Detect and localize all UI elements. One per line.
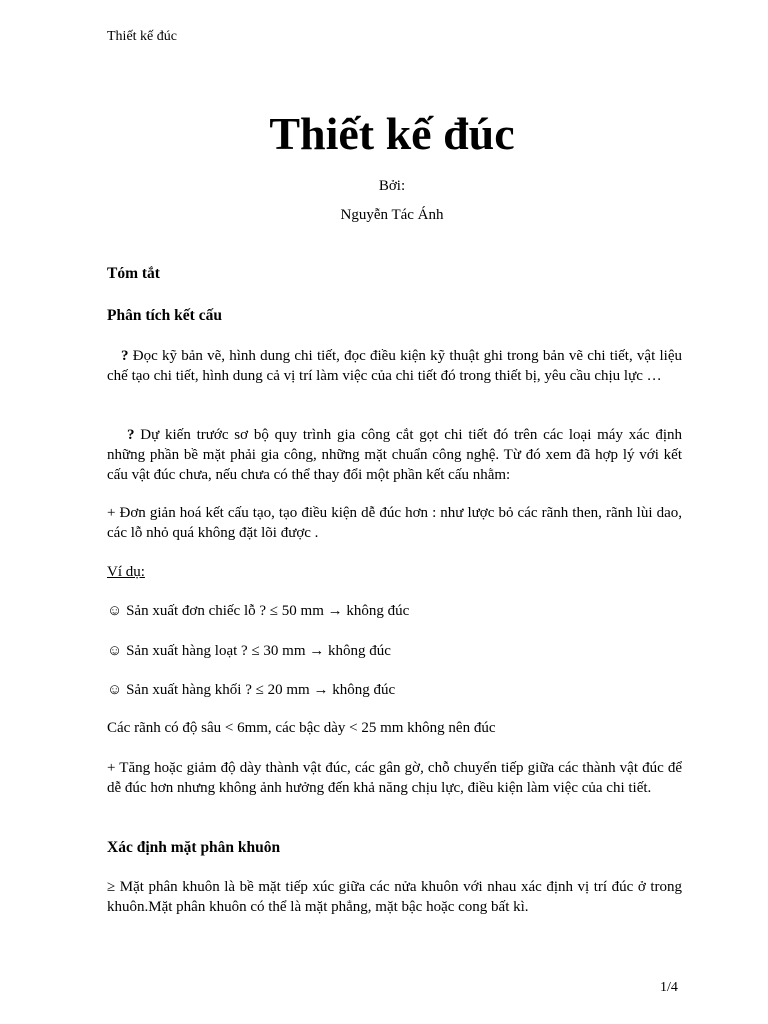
structure-heading: Phân tích kết cấu: [107, 307, 222, 324]
summary-heading: Tóm tắt: [107, 265, 160, 282]
author-name: Nguyễn Tác Ánh: [340, 207, 444, 223]
question-marker: ?: [127, 427, 135, 443]
paragraph-3: + Đơn giản hoá kết cấu tạo, tạo điều kiện dễ đúc hơn : như lược bỏ các rãnh then, rãnh lùi dao, các lỗ nhỏ quá không đặt lõi được .: [107, 505, 682, 541]
running-header: Thiết kế đúc: [107, 29, 177, 44]
example-item: ☺ Sản xuất hàng loạt ? ≤ 30 mm → không đúc: [107, 643, 391, 659]
page-number: 1/4: [660, 980, 678, 995]
question-marker: ?: [121, 348, 129, 364]
by-label: Bởi:: [378, 178, 406, 194]
paragraph-6: ≥ Mặt phân khuôn là bề mặt tiếp xúc giữa các nửa khuôn với nhau xác định vị trí đúc ở trong khuôn.Mặt phân khuôn có thể là mặt phẳng, mặt bậc hoặc cong bất kì.: [107, 879, 682, 915]
page-title: Thiết kế đúc: [269, 108, 515, 159]
paragraph-1-text: Đọc kỹ bản vẽ, hình dung chi tiết, đọc điều kiện kỹ thuật ghi trong bản vẽ chi tiết, vật liệu chế tạo chi tiết, hình dung cả vị trí làm việc của chi tiết đó trong thiết bị, yêu cầu chịu lực …: [107, 348, 682, 384]
example-label: Ví dụ:: [107, 564, 145, 580]
paragraph-2-text: Dự kiến trước sơ bộ quy trình gia công cắt gọt chi tiết đó trên các loại máy xác định những phần bề mặt phải gia công, những mặt chuẩn công nghệ. Từ đó xem đã hợp lý với kết cấu vật đúc chưa, nếu chưa có thể thay đổi một phần kết cấu nhằm:: [107, 427, 682, 483]
example-item: ☺ Sản xuất hàng khối ? ≤ 20 mm → không đúc: [107, 682, 396, 698]
parting-heading: Xác định mặt phân khuôn: [107, 839, 281, 856]
paragraph-1: [107, 346, 682, 386]
paragraph-2: [107, 425, 682, 485]
paragraph-4: Các rãnh có độ sâu < 6mm, các bậc dày < 25 mm không nên đúc: [107, 720, 496, 736]
paragraph-5: + Tăng hoặc giảm độ dày thành vật đúc, các gân gờ, chỗ chuyển tiếp giữa các thành vật đúc để dễ đúc hơn nhưng không ảnh hưởng đến khả năng chịu lực, điều kiện làm việc của chi tiết.: [107, 760, 682, 796]
example-item: ☺ Sản xuất đơn chiếc lỗ ? ≤ 50 mm → không đúc: [107, 603, 410, 619]
